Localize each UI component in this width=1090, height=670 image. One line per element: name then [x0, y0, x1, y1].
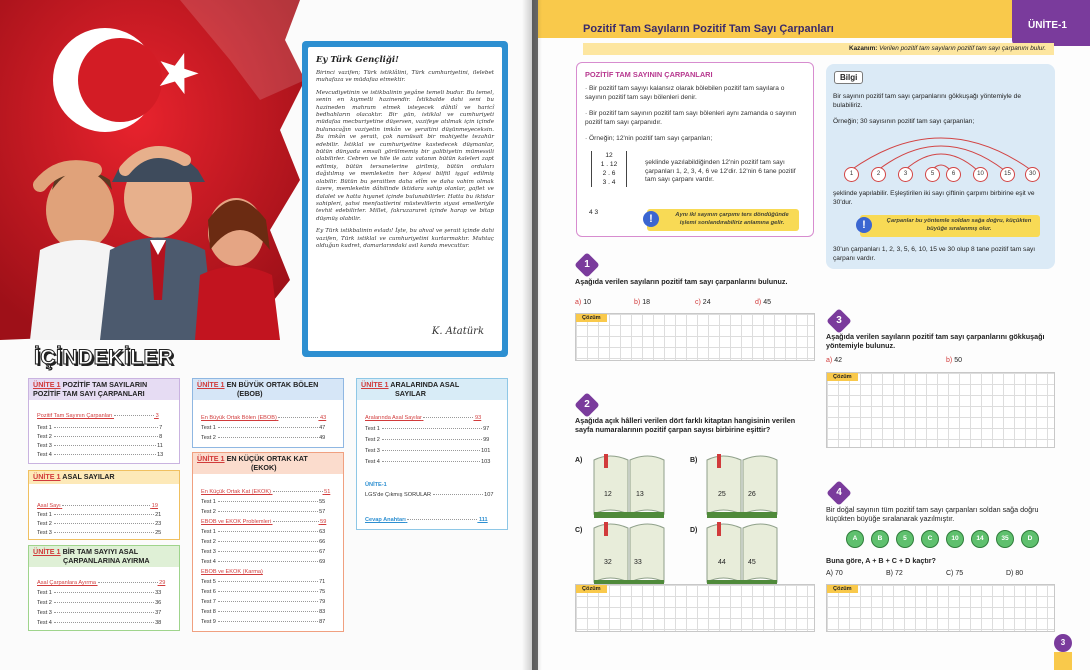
- answer-option: a) 10: [575, 299, 591, 306]
- info-text: Örneğin; 30 sayısının pozitif tam sayı çarpanları;: [833, 118, 975, 125]
- page-number: 12: [604, 491, 612, 498]
- right-page: [538, 0, 1090, 670]
- sequence-circle: B: [871, 530, 889, 548]
- flag-illustration: [0, 0, 320, 340]
- page-number: 3: [1054, 634, 1072, 652]
- factor-circle: 1: [844, 167, 859, 182]
- solution-grid[interactable]: [575, 313, 815, 361]
- section-heading: EN BÜYÜK ORTAK BÖLEN: [226, 380, 319, 389]
- toc-entry[interactable]: EBOB ve EKOK Problemleri 59: [201, 519, 327, 525]
- poem-paragraph: Mevcudiyetinin ve istikbalinin yegâne temeli budur. Bu temel, senin en kıymetli hazinendir. İstikbalde dahi seni bu hazineden mahrum etmek isteyecek dâhilî ve haricî bedhahların olacaktır. Bir gün, istiklal ve cumhuriyeti müdafaa mecburiyetine düşersen, vazifeye atılmak için içinde bulunacağın vaziyetin imkân ve şeraitini düşünmeyeceksin. Bu imkân ve şerait, çok namüsait bir mahiyette tezahür edebilir. İstiklal ve cumhuriyetine kastedecek düşmanlar, bütün dünyada emsali görülmemiş bir galibiyetin mümessili olabilirler. Cebren ve hile ile aziz vatanın bütün kaleleri zapt edilmiş, bütün tersanelerine girilmiş, bütün orduları dağıtılmış ve memleketin her köşesi bilfiil işgal edilmiş olabilir. Bütün bu şeraitten daha elîm ve daha vahim olmak üzere, memleketin dâhilinde iktidara sahip olanlar, gaflet ve dalalet ve hatta hıyanet içinde bulunabilirler. Hatta bu iktidar sahipleri, şahsi menfaatlerini müstevlilerin siyasi emelleriyle tevhit edebilirler. Millet, fakruzaruret içinde harap ve bitap düşmüş olabilir.: [316, 89, 494, 222]
- page-number: 45: [748, 559, 756, 566]
- page-title: Pozitif Tam Sayıların Pozitif Tam Sayı Çarpanları: [583, 23, 834, 35]
- section-heading: POZİTİF TAM SAYI ÇARPANLARI: [33, 388, 145, 398]
- open-book-icon[interactable]: [703, 450, 781, 518]
- question-number: 4: [826, 480, 851, 505]
- toc-entry[interactable]: Test 2 66: [201, 539, 326, 545]
- toc-section: [192, 378, 344, 448]
- answer-option: b) 50: [946, 357, 962, 364]
- page-number: 44: [718, 559, 726, 566]
- answer-option[interactable]: A) 70: [826, 570, 843, 577]
- toc-entry[interactable]: Test 2 99: [365, 437, 490, 443]
- section-heading: SAYILAR: [395, 388, 426, 398]
- toc-entry[interactable]: Test 2 23: [37, 521, 162, 527]
- question-number: 1: [574, 252, 599, 277]
- page-tab: [1054, 652, 1072, 670]
- concept-box: [576, 62, 814, 237]
- answer-option: a) 42: [826, 357, 842, 364]
- answer-option: b) 18: [634, 299, 650, 306]
- toc-entry[interactable]: LGS'de Çıkmış SORULAR 107: [365, 492, 494, 498]
- toc-section: [28, 545, 180, 631]
- toc-entry[interactable]: Test 4 103: [365, 459, 491, 465]
- info-tag: Bilgi: [834, 71, 863, 84]
- toc-entry[interactable]: Test 2 49: [201, 435, 326, 441]
- unit-label: ÜNİTE 1: [33, 547, 61, 556]
- page-number: 25: [718, 491, 726, 498]
- page-number: 33: [634, 559, 642, 566]
- toc-entry[interactable]: Test 1 33: [37, 590, 162, 596]
- open-book-icon[interactable]: [590, 518, 668, 586]
- factor-circle: 3: [898, 167, 913, 182]
- sequence-circle: 14: [971, 530, 989, 548]
- section-heading: BİR TAM SAYIYI ASAL: [62, 547, 139, 556]
- exclamation-icon: !: [643, 211, 659, 227]
- swap-mark: 4 3: [589, 209, 599, 216]
- factor-circle: 2: [871, 167, 886, 182]
- factor-table: 12 1 . 12 2 . 6 3 . 4: [591, 151, 627, 187]
- exclamation-icon: !: [856, 217, 872, 233]
- hint-note: ! Aynı iki sayının çarpımı ters döndüğünde işlemi sonlandırabiliriz anlamına gelir.: [647, 209, 799, 231]
- sequence-circle: 5: [896, 530, 914, 548]
- answer-option[interactable]: B) 72: [886, 570, 903, 577]
- solution-grid[interactable]: [826, 372, 1055, 448]
- bullet-text: · Bir pozitif tam sayının pozitif tam sayı bölenleri aynı zamanda o sayının pozitif tam sayı çarpanıdır.: [585, 110, 797, 126]
- toc-entry[interactable]: Asal Çarpanlara Ayırma 29: [37, 580, 166, 586]
- question-ask: Buna göre, A + B + C + D kaçtır?: [826, 556, 936, 565]
- toc-entry[interactable]: Test 6 75: [201, 589, 326, 595]
- sequence-circle: 35: [996, 530, 1014, 548]
- solution-grid[interactable]: [575, 584, 815, 632]
- book-gutter: [522, 0, 542, 670]
- toc-entry[interactable]: Test 3 67: [201, 549, 326, 555]
- unit-label: ÜNİTE 1: [33, 472, 61, 481]
- solution-label: Çözüm: [576, 314, 607, 322]
- toc-entry[interactable]: Test 5 71: [201, 579, 326, 585]
- objective-bar: Kazanım: Verilen pozitif tam sayıların pozitif tam sayı çarpanını bulur.: [583, 43, 1054, 55]
- concept-title: POZİTİF TAM SAYININ ÇARPANLARI: [585, 70, 713, 79]
- factor-circle: 30: [1025, 167, 1040, 182]
- youth-address-panel: [302, 41, 508, 357]
- solution-grid[interactable]: [826, 584, 1055, 632]
- toc-entry[interactable]: En Büyük Ortak Bölen (EBOB) 43: [201, 415, 327, 421]
- toc-section: [28, 470, 180, 540]
- toc-entry[interactable]: Test 4 38: [37, 620, 162, 626]
- option-label: D): [690, 527, 698, 534]
- option-label: C): [575, 527, 583, 534]
- question-text: Aşağıda verilen sayıların pozitif tam sayı çarpanlarını bulunuz.: [575, 277, 788, 286]
- solution-label: Çözüm: [827, 373, 858, 381]
- info-text: şeklinde yapılabilir. Eşleştirilen iki sayı çiftinin çarpımı birbirine eşit ve 30'dur.: [833, 190, 1035, 206]
- toc-entry[interactable]: Test 1 63: [201, 529, 326, 535]
- unit-label: ÜNİTE 1: [197, 380, 225, 389]
- toc-section: [28, 378, 180, 464]
- answer-option: c) 24: [695, 299, 711, 306]
- factor-circle: 10: [973, 167, 988, 182]
- info-text: 30'un çarpanları 1, 2, 3, 5, 6, 10, 15 ve 30 olup 8 tane pozitif tam sayı çarpanı vardır.: [833, 246, 1036, 262]
- signature: K. Atatürk: [431, 326, 484, 337]
- info-box: [826, 64, 1055, 269]
- section-heading: ASAL SAYILAR: [62, 472, 115, 481]
- section-heading: (EBOB): [237, 388, 263, 398]
- toc-entry[interactable]: Test 1 97: [365, 426, 490, 432]
- option-label: B): [690, 457, 698, 464]
- answer-option: d) 45: [755, 299, 771, 306]
- sequence-circle: A: [846, 530, 864, 548]
- option-label: A): [575, 457, 583, 464]
- unit-label: ÜNİTE 1: [197, 454, 225, 463]
- open-book-icon[interactable]: [590, 450, 668, 518]
- factor-circle: 5: [925, 167, 940, 182]
- section-heading: POZİTİF TAM SAYILARIN: [62, 380, 148, 389]
- open-book-icon[interactable]: [703, 518, 781, 586]
- answer-option[interactable]: C) 75: [946, 570, 964, 577]
- toc-entry[interactable]: Test 3 37: [37, 610, 162, 616]
- rainbow-arcs: [836, 136, 1046, 176]
- section-heading: ARALARINDA ASAL: [390, 380, 460, 389]
- toc-entry[interactable]: Test 2 57: [201, 509, 326, 515]
- question-text: Aşağıda verilen sayıların pozitif tam sayı çarpanlarını gökkuşağı yöntemiyle bulunuz.: [826, 332, 1045, 350]
- solution-label: Çözüm: [827, 585, 858, 593]
- sequence-circle: D: [1021, 530, 1039, 548]
- section-heading: EN KÜÇÜK ORTAK KAT: [226, 454, 308, 463]
- toc-entry: ÜNİTE-1: [365, 482, 387, 488]
- solution-label: Çözüm: [576, 585, 607, 593]
- toc-entry[interactable]: Cevap Anahtarı 111: [365, 517, 488, 523]
- question-number: 3: [826, 308, 851, 333]
- toc-title: İÇİNDEKİLER: [34, 346, 174, 369]
- toc-entry[interactable]: Test 4 13: [37, 452, 164, 458]
- toc-entry[interactable]: Test 8 83: [201, 609, 326, 615]
- toc-entry[interactable]: Test 1 21: [37, 512, 162, 518]
- answer-option[interactable]: D) 80: [1006, 570, 1024, 577]
- toc-entry[interactable]: Test 2 36: [37, 600, 162, 606]
- poem-paragraph: Birinci vazifen; Türk istiklâlini, Türk cumhuriyetini, ilelebet muhafaza ve müdafaa etmektir.: [316, 70, 494, 84]
- sequence-circle: C: [921, 530, 939, 548]
- toc-entry[interactable]: Test 1 47: [201, 425, 326, 431]
- page-number: 26: [748, 491, 756, 498]
- toc-entry[interactable]: Test 3 101: [365, 448, 491, 454]
- question-text: Bir doğal sayının tüm pozitif tam sayı çarpanları soldan sağa doğru küçükten büyüğe sıralanarak yazılmıştır.: [826, 505, 1039, 523]
- toc-entry[interactable]: Test 9 87: [201, 619, 326, 625]
- toc-entry[interactable]: Test 3 11: [37, 443, 163, 449]
- page-number: 13: [636, 491, 644, 498]
- toc-entry[interactable]: Test 4 69: [201, 559, 326, 565]
- bullet-text: · Örneğin; 12'nin pozitif tam sayı çarpanları;: [585, 135, 713, 142]
- unit-label: ÜNİTE 1: [361, 380, 389, 389]
- page-number: 32: [604, 559, 612, 566]
- toc-entry[interactable]: Test 7 79: [201, 599, 326, 605]
- question-text: Aşağıda açık hâlleri verilen dört farklı kitaptan hangisinin verilen sayfa numaralarının pozitif çarpan sayısı birbirine eşittir?: [575, 416, 796, 434]
- toc-section: [192, 452, 344, 632]
- toc-entry[interactable]: Test 1 7: [37, 425, 163, 431]
- left-page: [0, 0, 532, 670]
- sequence-circle: 10: [946, 530, 964, 548]
- bullet-text: · Bir pozitif tam sayıyı kalansız olarak bölebilen pozitif tam sayılara o sayının pozitif tam sayı bölenleri denir.: [585, 85, 785, 101]
- toc-entry[interactable]: EBOB ve EKOK (Karma): [201, 569, 263, 575]
- toc-entry[interactable]: Pozitif Tam Sayının Çarpanları 3: [37, 413, 159, 419]
- unit-label: ÜNİTE 1: [33, 380, 61, 389]
- toc-entry[interactable]: Test 2 8: [37, 434, 163, 440]
- toc-entry[interactable]: En Küçük Ortak Kat (EKOK) 51: [201, 489, 331, 495]
- info-text: Bir sayının pozitif tam sayı çarpanlarını gökkuşağı yöntemiyle de bulabiliriz.: [833, 93, 1022, 109]
- poem-paragraph: Ey Türk istikbalinin evladı! İşte, bu ahval ve şerait içinde dahi vazifen, Türk istiklal ve cumhuriyetini kurtarmaktır. Muhtaç olduğun kudret, damarlarındaki asil kanda mevcuttur.: [316, 228, 494, 249]
- toc-entry[interactable]: Aralarında Asal Sayılar 93: [365, 415, 482, 421]
- toc-entry[interactable]: Test 1 55: [201, 499, 326, 505]
- hint-note: ! Çarpanlar bu yöntemle soldan sağa doğru, küçükten büyüğe sıralanmış olur.: [860, 215, 1040, 237]
- toc-section: [356, 378, 508, 530]
- poem-title: Ey Türk Gençliği!: [316, 55, 399, 65]
- question-number: 2: [574, 392, 599, 417]
- factor-circle: 6: [946, 167, 961, 182]
- section-heading: (EKOK): [251, 462, 277, 472]
- toc-entry[interactable]: Test 3 25: [37, 530, 162, 536]
- explanation-text: şeklinde yazılabildiğinden 12'nin pozitif tam sayı çarpanları 1, 2, 3, 4, 6 ve 12'dir. 12'nin 6 tane pozitif tam sayı çarpanı vardır.: [645, 159, 796, 184]
- toc-entry[interactable]: Asal Sayı 19: [37, 503, 158, 509]
- factor-circle: 15: [1000, 167, 1015, 182]
- unit-tab: ÜNİTE-1: [1012, 0, 1090, 46]
- section-heading: ÇARPANLARINA AYIRMA: [63, 555, 150, 565]
